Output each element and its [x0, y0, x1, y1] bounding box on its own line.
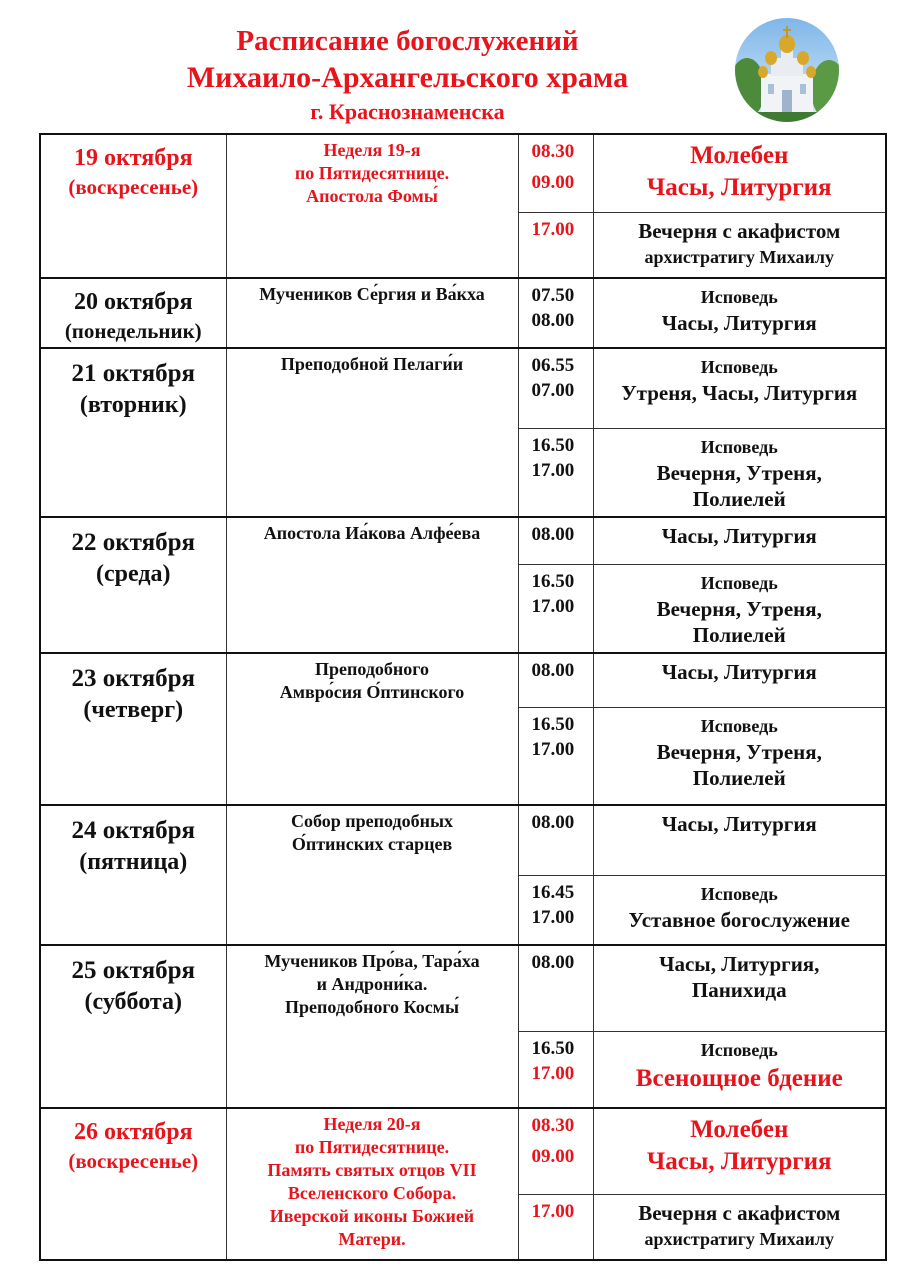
day-date: 25 октября: [71, 957, 196, 984]
day-weekday: (воскресенье): [68, 1149, 199, 1173]
feast-cell: [226, 278, 518, 348]
service-line: Вечерня, Утреня,: [656, 739, 822, 764]
service-cell: [593, 278, 886, 348]
time-value: 08.00: [531, 812, 575, 833]
schedule-row: [40, 945, 886, 1031]
service-line: Исповедь: [700, 715, 778, 736]
day-weekday: (среда): [96, 560, 171, 587]
day-date: 23 октября: [71, 665, 196, 692]
feast-line: Преподобной Пелаги́и: [280, 354, 464, 374]
service-line: Часы, Литургия: [661, 660, 817, 684]
day-date-cell: [40, 517, 226, 654]
day-date: 22 октября: [71, 528, 196, 556]
day-date: 19 октября: [73, 145, 193, 171]
service-line: Часы, Литургия: [646, 1148, 832, 1175]
service-cell: [593, 565, 886, 654]
feast-line: Мучеников Про́ва, Тара́ха: [264, 951, 480, 971]
service-line: Исповедь: [700, 436, 778, 457]
feast-cell: [226, 945, 518, 1108]
time-value: 17.00: [531, 459, 575, 481]
schedule-table: [39, 133, 887, 1261]
feast-line: Собор преподобных: [290, 811, 454, 831]
service-cell: [593, 348, 886, 428]
service-line: Исповедь: [700, 1039, 778, 1060]
service-line: Вечерня, Утреня,: [656, 597, 822, 621]
day-date-cell: [40, 653, 226, 805]
time-value: 06.55: [531, 355, 575, 376]
schedule-row: [40, 1108, 886, 1194]
time-cell: [518, 517, 593, 565]
schedule-row: [40, 653, 886, 707]
service-line: архистратигу Михаилу: [644, 1228, 834, 1249]
day-date-cell: [40, 1108, 226, 1260]
service-line: Часы, Литургия: [646, 174, 832, 201]
schedule-row: [40, 278, 886, 348]
time-cell: [518, 348, 593, 428]
day-date-cell: [40, 348, 226, 517]
feast-line: Апостола Иа́кова Алфе́ева: [263, 522, 481, 543]
feast-line: Преподобного Космы́: [284, 997, 459, 1017]
service-line: Вечерня с акафистом: [638, 218, 841, 243]
time-value: 17.00: [531, 218, 575, 240]
time-value: 17.00: [531, 596, 575, 617]
day-date-cell: [40, 134, 226, 278]
service-line: Панихида: [691, 978, 787, 1002]
day-date: 24 октября: [71, 817, 196, 844]
feast-cell: [226, 1108, 518, 1260]
service-cell: [593, 805, 886, 875]
time-cell: [518, 707, 593, 805]
feast-line: по Пятидесятнице.: [294, 163, 450, 183]
feast-line: Амвро́сия О́птинского: [279, 682, 465, 702]
day-weekday: (воскресенье): [68, 175, 199, 199]
time-cell: [518, 1108, 593, 1194]
time-cell: [518, 428, 593, 517]
day-date-cell: [40, 278, 226, 348]
day-date: 21 октября: [71, 360, 196, 387]
service-line: Часы, Литургия,: [659, 952, 820, 976]
header: [0, 0, 903, 132]
time-cell: [518, 278, 593, 348]
time-value: 16.50: [531, 1037, 575, 1059]
time-cell: [518, 1031, 593, 1108]
service-cell: [593, 1194, 886, 1260]
service-line: Исповедь: [700, 883, 778, 904]
service-line: Часы, Литургия: [661, 523, 817, 548]
feast-line: Вселенского Собора.: [287, 1183, 457, 1203]
day-weekday: (четверг): [83, 697, 184, 723]
service-line: Исповедь: [700, 573, 778, 593]
time-cell: [518, 945, 593, 1031]
time-value: 17.00: [531, 906, 575, 928]
service-line: Исповедь: [700, 357, 778, 377]
time-cell: [518, 134, 593, 212]
feast-cell: [226, 348, 518, 517]
day-weekday: (понедельник): [64, 319, 202, 343]
day-weekday: (суббота): [84, 989, 182, 1015]
service-line: Уставное богослужение: [628, 907, 850, 932]
feast-line: по Пятидесятнице.: [294, 1137, 450, 1157]
time-cell: [518, 653, 593, 707]
feast-line: Иверской иконы Божией: [269, 1206, 475, 1226]
time-value: 16.45: [531, 881, 575, 903]
schedule-row: [40, 348, 886, 428]
time-value: 08.00: [531, 660, 575, 681]
time-value: 16.50: [531, 571, 575, 592]
feast-line: Матери.: [338, 1229, 406, 1249]
time-value: 08.30: [531, 1115, 575, 1136]
time-value: 17.00: [531, 1062, 575, 1084]
service-line: Утреня, Часы, Литургия: [621, 381, 858, 405]
feast-cell: [226, 517, 518, 654]
time-cell: [518, 1194, 593, 1260]
time-value: 08.00: [531, 952, 575, 973]
time-value: 07.50: [531, 285, 575, 306]
service-line: Часы, Литургия: [661, 812, 817, 836]
feast-line: Память святых отцов VII: [267, 1160, 477, 1180]
service-line: Полиелей: [692, 765, 786, 790]
day-weekday: (пятница): [79, 849, 188, 875]
day-date: 20 октября: [73, 289, 193, 315]
church-photo: [735, 18, 839, 122]
time-cell: [518, 805, 593, 875]
service-cell: [593, 1108, 886, 1194]
title-line-1: Расписание богослужений: [236, 25, 579, 57]
time-value: 09.00: [531, 1146, 575, 1167]
time-value: 08.30: [531, 141, 575, 162]
service-cell: [593, 653, 886, 707]
day-weekday: (вторник): [79, 392, 187, 418]
service-line: Вечерня, Утреня,: [656, 460, 822, 485]
time-value: 17.00: [531, 1200, 575, 1222]
time-value: 16.50: [531, 713, 575, 735]
service-line: Молебен: [690, 142, 789, 169]
service-line: Часы, Литургия: [661, 311, 817, 335]
day-date-cell: [40, 945, 226, 1108]
feast-cell: [226, 805, 518, 945]
feast-cell: [226, 653, 518, 805]
time-value: 16.50: [531, 434, 575, 456]
service-cell: [593, 945, 886, 1031]
time-cell: [518, 875, 593, 945]
service-line: Всенощное бдение: [635, 1064, 843, 1092]
feast-line: Неделя 20-я: [323, 1114, 421, 1134]
feast-line: Преподобного: [314, 659, 430, 679]
service-cell: [593, 707, 886, 805]
service-cell: [593, 517, 886, 565]
service-line: Молебен: [690, 1116, 789, 1143]
schedule-row: [40, 517, 886, 565]
service-cell: [593, 212, 886, 278]
time-value: 08.00: [531, 310, 575, 331]
feast-line: Мучеников Се́ргия и Ва́кха: [259, 284, 485, 304]
schedule-row: [40, 805, 886, 875]
service-cell: [593, 875, 886, 945]
title-line-3: г. Краснознаменска: [310, 99, 505, 124]
schedule-row: [40, 134, 886, 212]
time-value: 17.00: [531, 738, 575, 760]
day-date: 26 октября: [73, 1119, 193, 1145]
feast-line: О́птинских старцев: [291, 834, 453, 854]
time-cell: [518, 212, 593, 278]
feast-line: Апостола Фомы́: [306, 186, 438, 206]
feast-line: Неделя 19-я: [323, 140, 421, 160]
service-line: Полиелей: [692, 623, 786, 647]
time-cell: [518, 565, 593, 654]
day-date-cell: [40, 805, 226, 945]
service-cell: [593, 1031, 886, 1108]
feast-cell: [226, 134, 518, 278]
time-value: 08.00: [531, 523, 575, 545]
service-cell: [593, 134, 886, 212]
service-cell: [593, 428, 886, 517]
time-value: 09.00: [531, 172, 575, 193]
service-line: Вечерня с акафистом: [638, 1200, 841, 1225]
service-line: архистратигу Михаилу: [644, 246, 834, 267]
service-line: Полиелей: [692, 486, 786, 511]
service-line: Исповедь: [700, 287, 778, 307]
title-line-2: Михаило-Архангельского храма: [186, 61, 629, 94]
time-value: 07.00: [531, 380, 575, 401]
feast-line: и Андрони́ка.: [316, 974, 428, 994]
